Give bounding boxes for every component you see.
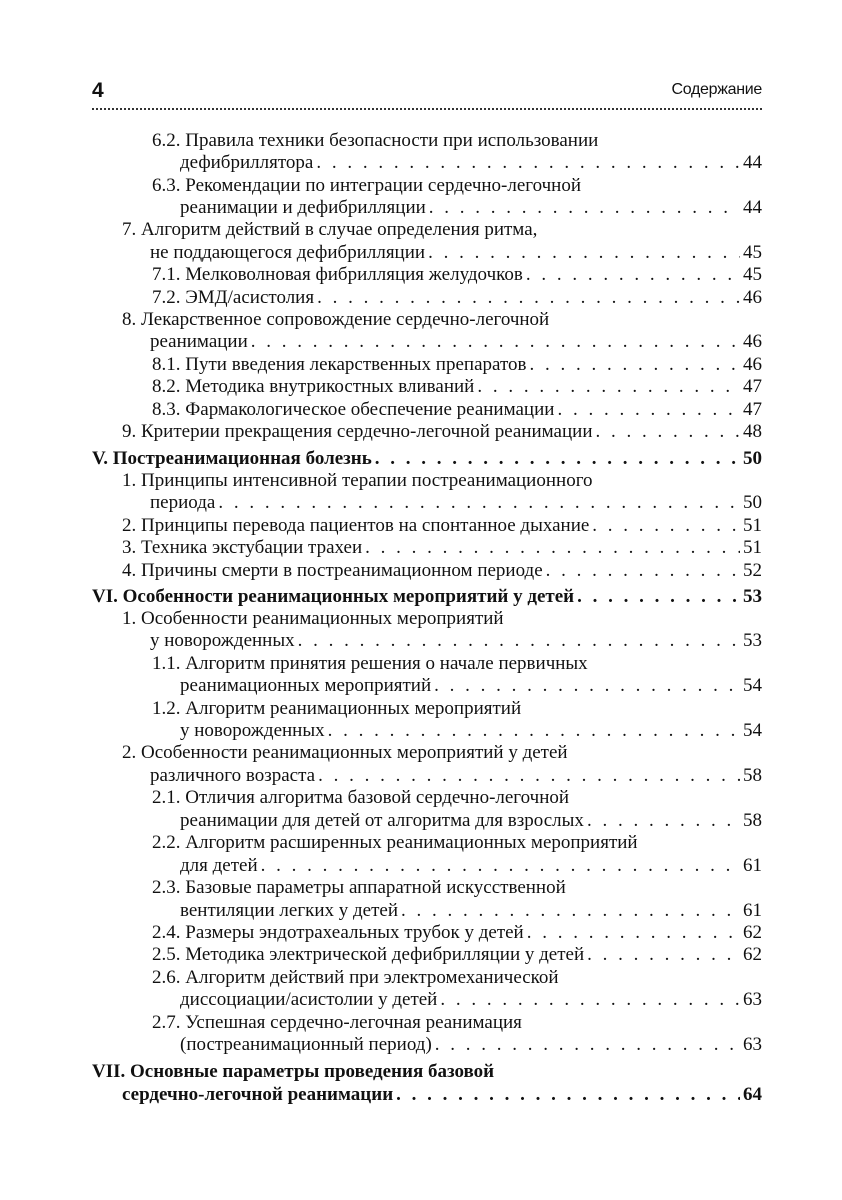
- dot-leader: [587, 944, 740, 966]
- toc-line: [122, 309, 762, 331]
- toc-entry-title: 8.1. Пути введения лекарственных препаратов: [152, 354, 527, 375]
- toc-entry-page: 64: [743, 1084, 762, 1105]
- toc-entry[interactable]: [152, 264, 762, 286]
- toc-chapter-title: V. Постреанимационная болезнь: [92, 448, 372, 469]
- toc-entry-title: диссоциации/асистолии у детей: [180, 989, 438, 1010]
- toc-entry-title: 4. Причины смерти в постреанимационном периоде: [122, 560, 543, 581]
- toc-chapter-entry[interactable]: [92, 448, 762, 470]
- dot-leader: [587, 810, 740, 832]
- toc-entry-title: для детей: [180, 855, 258, 876]
- toc-entry-title: периода: [150, 492, 216, 513]
- toc-entry[interactable]: [180, 989, 762, 1011]
- toc-entry-title: различного возраста: [150, 765, 316, 786]
- toc-entry-title: 2.2. Алгоритм расширенных реанимационных мероприятий: [152, 832, 638, 853]
- toc-entry-page: 52: [743, 560, 762, 581]
- toc-entry-title: 8.3. Фармакологическое обеспечение реанимации: [152, 399, 555, 420]
- toc-entry-title: 2. Принципы перевода пациентов на спонтанное дыхание: [122, 515, 590, 536]
- dot-leader: [317, 287, 740, 309]
- toc-entry-title: 2.6. Алгоритм действий при электромеханической: [152, 967, 559, 988]
- dot-leader: [440, 989, 740, 1011]
- toc-entry-page: 51: [743, 515, 762, 536]
- toc-line: [152, 698, 762, 720]
- toc-line: [152, 1012, 762, 1034]
- toc-entry[interactable]: [150, 331, 762, 353]
- toc-entry-page: 53: [743, 586, 762, 607]
- toc-line: [152, 787, 762, 809]
- toc-entry-title: реанимационных мероприятий: [180, 675, 432, 696]
- toc-entry[interactable]: [152, 354, 762, 376]
- toc-line: [122, 742, 762, 764]
- toc-entry-page: 46: [743, 331, 762, 352]
- toc-entry-title: 2. Особенности реанимационных мероприятий у детей: [122, 742, 568, 763]
- dot-leader: [526, 264, 740, 286]
- toc-chapter-entry[interactable]: [122, 1084, 762, 1106]
- toc-entry[interactable]: [180, 152, 762, 174]
- toc-entry-page: 45: [743, 242, 762, 263]
- toc-entry-title: не поддающегося дефибрилляции: [150, 242, 426, 263]
- toc-entry-page: 62: [743, 922, 762, 943]
- toc-entry-page: 61: [743, 855, 762, 876]
- toc-entry[interactable]: [152, 287, 762, 309]
- toc-entry-title: 1. Особенности реанимационных мероприятий: [122, 608, 504, 629]
- toc-entry-title: 2.1. Отличия алгоритма базовой сердечно-легочной: [152, 787, 570, 808]
- toc-entry[interactable]: [152, 399, 762, 421]
- toc-entry-title: реанимации и дефибрилляции: [180, 197, 426, 218]
- toc-entry-title: 1. Принципы интенсивной терапии постреанимационного: [122, 470, 593, 491]
- dot-leader: [401, 900, 740, 922]
- toc-entry-page: 44: [743, 152, 762, 173]
- dot-leader: [435, 1034, 740, 1056]
- toc-line: [152, 967, 762, 989]
- toc-entry[interactable]: [122, 560, 762, 582]
- toc-entry[interactable]: [180, 855, 762, 877]
- toc-line: [122, 608, 762, 630]
- dot-leader: [316, 152, 740, 174]
- toc-entry[interactable]: [150, 765, 762, 787]
- toc-entry-page: 48: [743, 421, 762, 442]
- toc-entry-page: 47: [743, 376, 762, 397]
- toc-entry-page: 45: [743, 264, 762, 285]
- toc-entry-title: 7.2. ЭМД/асистолия: [152, 287, 315, 308]
- toc-line: [152, 832, 762, 854]
- toc-entry-title: 2.5. Методика электрической дефибрилляции у детей: [152, 944, 585, 965]
- dot-leader: [429, 197, 740, 219]
- toc-entry-page: 46: [743, 287, 762, 308]
- toc-line: [122, 470, 762, 492]
- toc-chapter-line: [92, 1061, 762, 1083]
- toc-chapter-title: VII. Основные параметры проведения базовой: [92, 1061, 495, 1082]
- toc-entry[interactable]: [180, 900, 762, 922]
- toc-entry-title: 8. Лекарственное сопровождение сердечно-легочной: [122, 309, 550, 330]
- dot-leader: [365, 537, 740, 559]
- toc-entry-title: вентиляции легких у детей: [180, 900, 399, 921]
- dot-leader: [396, 1084, 740, 1106]
- toc-entry-title: 2.4. Размеры эндотрахеальных трубок у детей: [152, 922, 524, 943]
- dot-leader: [596, 421, 741, 443]
- dot-leader: [592, 515, 740, 537]
- toc-entry-page: 51: [743, 537, 762, 558]
- toc-entry[interactable]: [150, 242, 762, 264]
- toc-entry-title: у новорожденных: [180, 720, 325, 741]
- toc-chapter-entry[interactable]: [92, 586, 762, 608]
- toc-line: [152, 653, 762, 675]
- toc-entry-page: 44: [743, 197, 762, 218]
- toc-entry-title: дефибриллятора: [180, 152, 314, 173]
- toc-entry-page: 61: [743, 900, 762, 921]
- toc-entry-title: 6.2. Правила техники безопасности при использовании: [152, 130, 599, 151]
- toc-line: [152, 877, 762, 899]
- toc-entry[interactable]: [122, 537, 762, 559]
- toc-entry-title: (постреанимационный период): [180, 1034, 432, 1055]
- toc-entry-title: реанимации для детей от алгоритма для взрослых: [180, 810, 584, 831]
- toc-entry-title: 9. Критерии прекращения сердечно-легочной реанимации: [122, 421, 593, 442]
- toc-entry-page: 63: [743, 989, 762, 1010]
- toc-entry-title: 2.7. Успешная сердечно-легочная реанимация: [152, 1012, 522, 1033]
- dot-leader: [546, 560, 740, 582]
- dot-leader: [328, 720, 740, 742]
- toc-chapter-title: сердечно-легочной реанимации: [122, 1084, 394, 1105]
- toc-entry-title: у новорожденных: [150, 630, 295, 651]
- toc-entry-page: 53: [743, 630, 762, 651]
- dot-leader: [298, 630, 740, 652]
- toc-entry-title: 6.3. Рекомендации по интеграции сердечно-легочной: [152, 175, 582, 196]
- dot-leader: [318, 765, 740, 787]
- toc-entry-page: 58: [743, 810, 762, 831]
- toc-line: [152, 130, 762, 152]
- dot-leader: [251, 331, 740, 353]
- toc-entry-title: 7. Алгоритм действий в случае определения ритма,: [122, 219, 538, 240]
- toc-entry[interactable]: [150, 492, 762, 514]
- dot-leader: [261, 855, 740, 877]
- toc-entry-page: 54: [743, 720, 762, 741]
- toc-entry[interactable]: [152, 922, 762, 944]
- dot-leader: [477, 376, 740, 398]
- toc-entry[interactable]: [180, 675, 762, 697]
- dot-leader: [577, 586, 740, 608]
- toc-entry[interactable]: [122, 515, 762, 537]
- page-number: 4: [92, 79, 104, 102]
- toc-entry-title: 1.2. Алгоритм реанимационных мероприятий: [152, 698, 522, 719]
- toc-entry-page: 47: [743, 399, 762, 420]
- toc-entry-title: 2.3. Базовые параметры аппаратной искусственной: [152, 877, 566, 898]
- toc-entry-page: 63: [743, 1034, 762, 1055]
- dot-leader: [434, 675, 740, 697]
- dot-leader: [218, 492, 740, 514]
- toc-entry[interactable]: [152, 944, 762, 966]
- toc-line: [122, 219, 762, 241]
- toc-line: [152, 175, 762, 197]
- toc-entry-page: 62: [743, 944, 762, 965]
- toc-entry-page: 50: [743, 448, 762, 469]
- toc-entry-title: 3. Техника экстубации трахеи: [122, 537, 363, 558]
- dot-leader: [375, 448, 740, 470]
- dot-leader: [529, 354, 740, 376]
- toc-entry[interactable]: [180, 810, 762, 832]
- toc-entry[interactable]: [180, 197, 762, 219]
- toc-entry[interactable]: [122, 421, 762, 443]
- toc-entry[interactable]: [150, 630, 762, 652]
- toc-entry-title: 8.2. Методика внутрикостных вливаний: [152, 376, 475, 397]
- toc-chapter-title: VI. Особенности реанимационных мероприятий у детей: [92, 586, 575, 607]
- toc-entry[interactable]: [180, 1034, 762, 1056]
- dot-leader: [527, 922, 740, 944]
- toc-entry-page: 54: [743, 675, 762, 696]
- toc-entry-title: реанимации: [150, 331, 248, 352]
- toc-entry-title: 7.1. Мелковолновая фибрилляция желудочков: [152, 264, 523, 285]
- dot-leader: [557, 399, 740, 421]
- running-title: Содержание: [671, 81, 762, 98]
- toc-entry[interactable]: [180, 720, 762, 742]
- toc-entry-title: 1.1. Алгоритм принятия решения о начале первичных: [152, 653, 588, 674]
- toc-entry[interactable]: [152, 376, 762, 398]
- toc-entry-page: 58: [743, 765, 762, 786]
- toc-entry-page: 50: [743, 492, 762, 513]
- toc-entry-page: 46: [743, 354, 762, 375]
- dot-leader: [428, 242, 740, 264]
